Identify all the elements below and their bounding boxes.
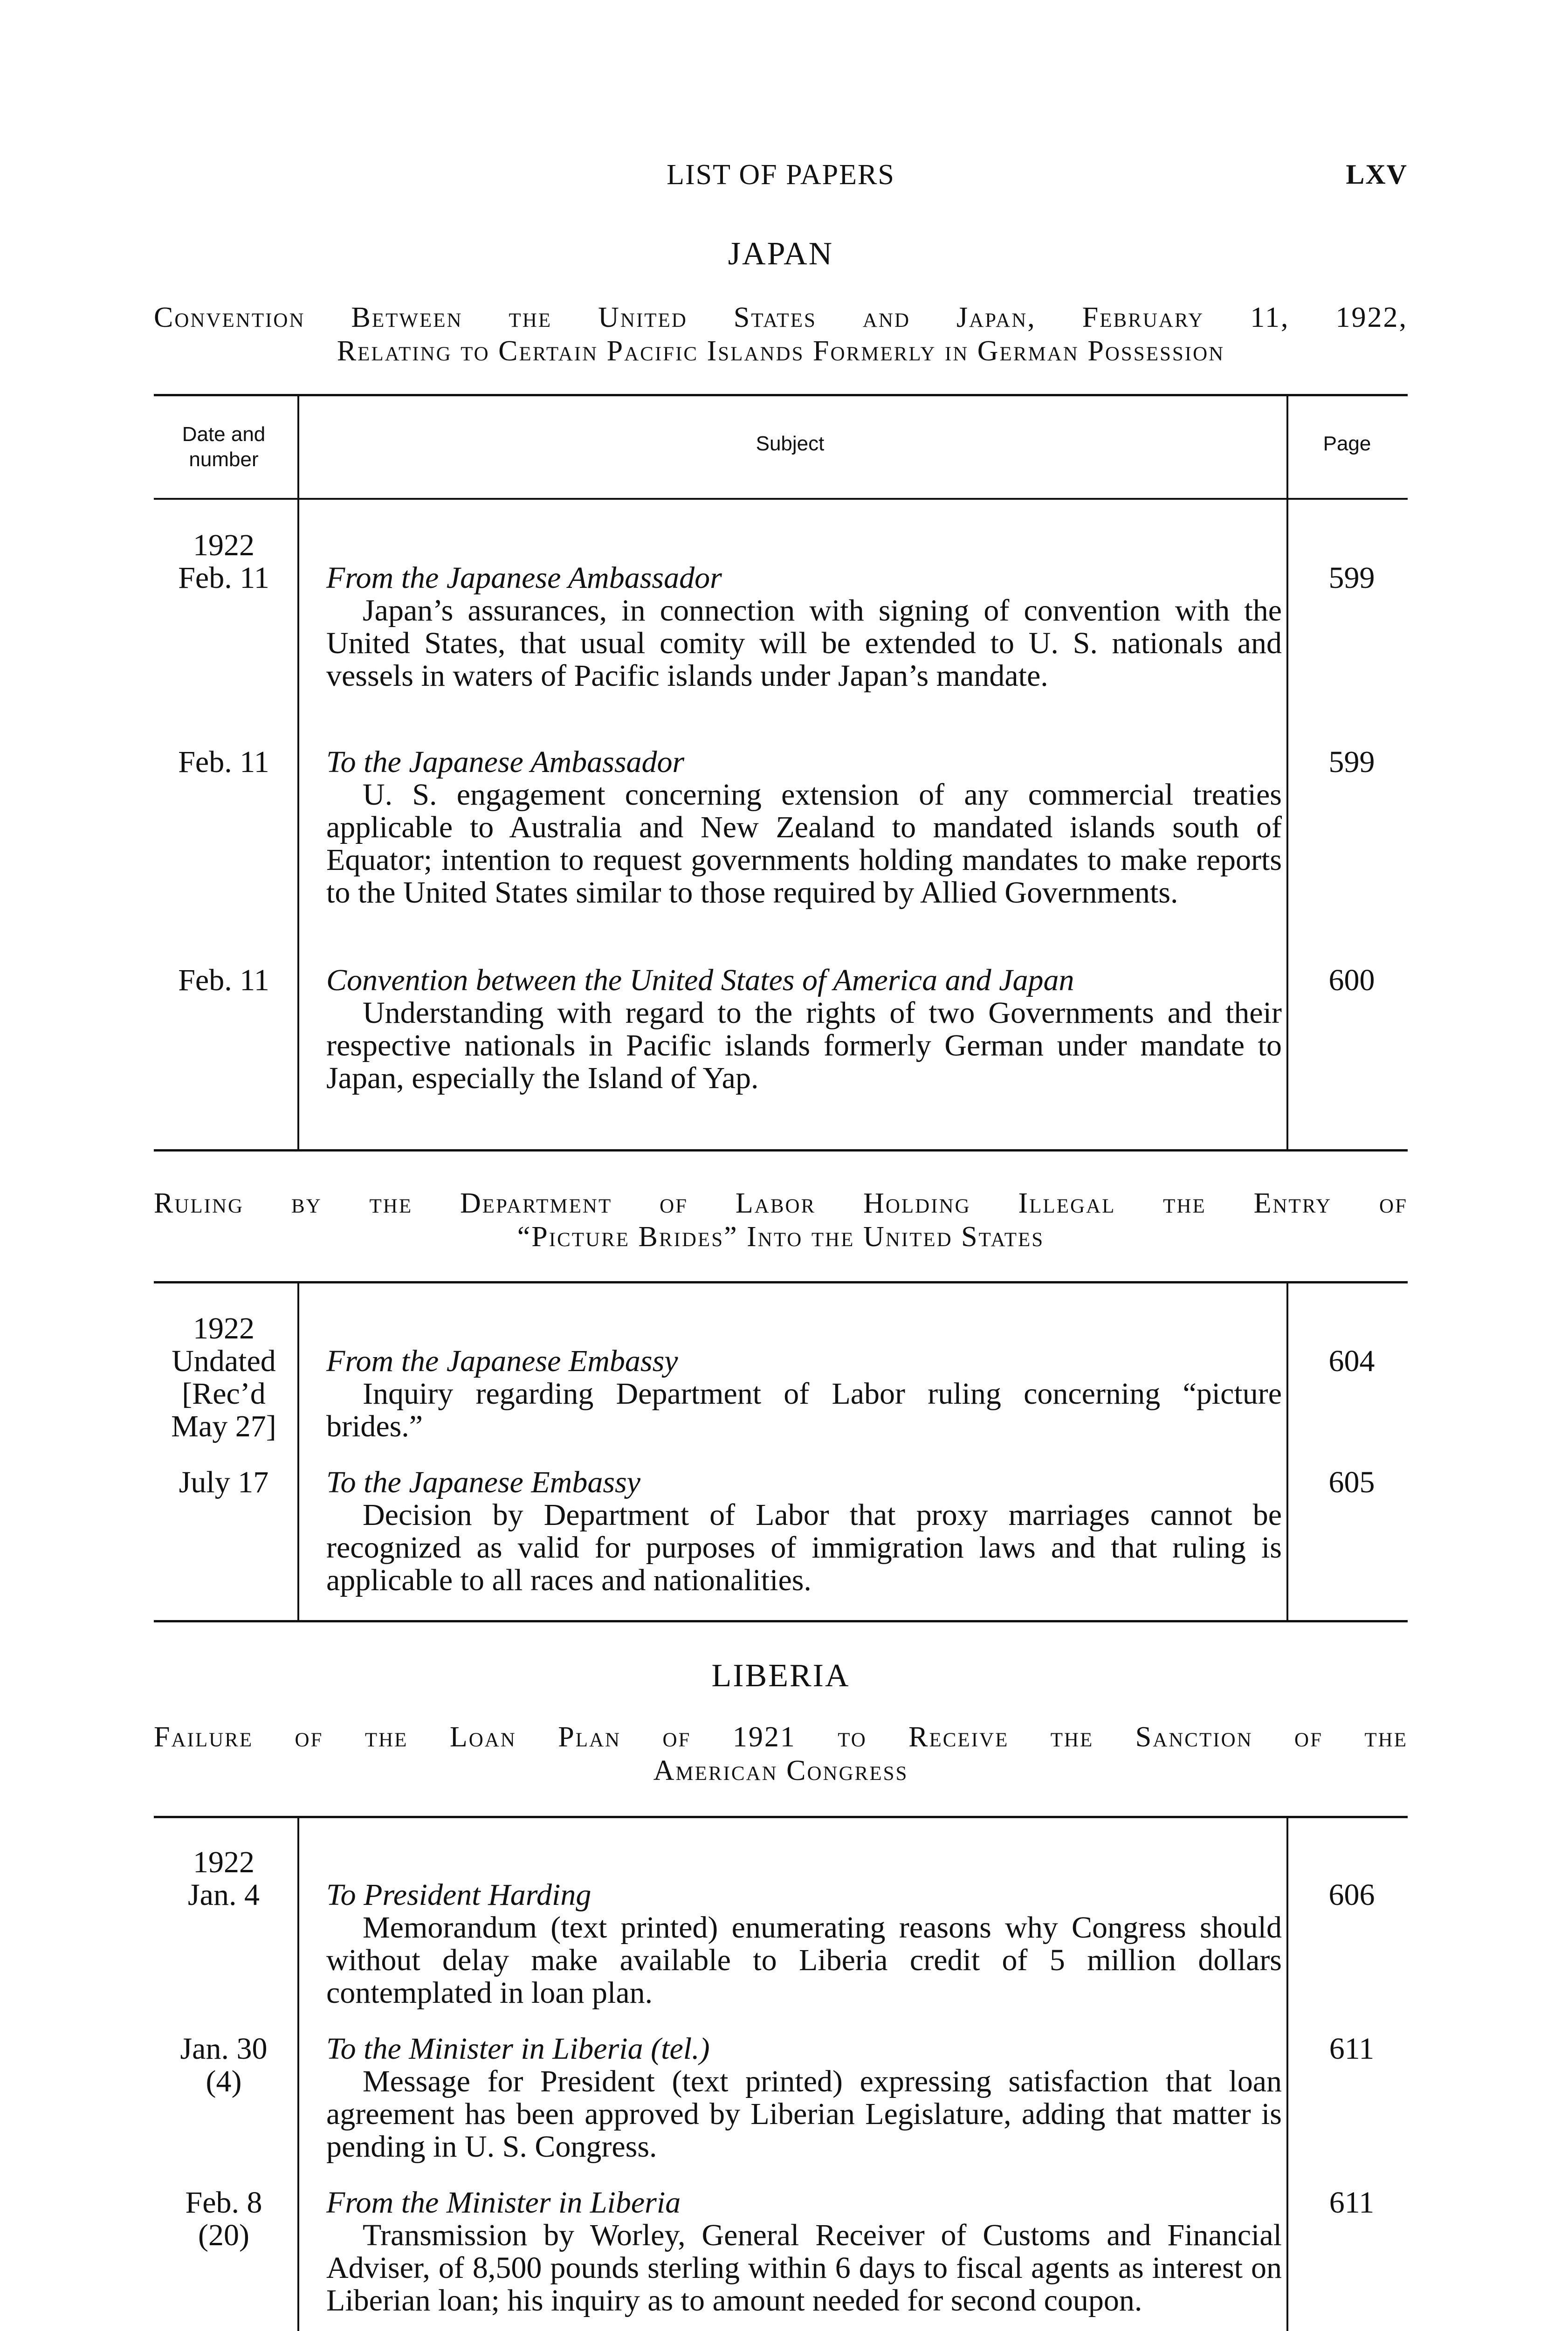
date-line: Jan. 30: [180, 2032, 268, 2066]
table-top-rule: [154, 1281, 1408, 1283]
section-heading-line: “Picture Brides” Into the United States: [517, 1221, 1045, 1253]
column-divider: [297, 395, 299, 1150]
entry-heading: To the Japanese Ambassador: [326, 745, 685, 779]
date-line: [Rec’d: [182, 1377, 266, 1411]
date-year: 1922: [193, 1845, 254, 1879]
date-line: (20): [198, 2218, 249, 2252]
entry-date: [154, 2186, 294, 2252]
column-divider: [297, 1817, 299, 2331]
entry-heading: From the Minister in Liberia: [326, 2186, 681, 2220]
date-line: Jan. 4: [188, 1878, 260, 1912]
entry-page: 611: [1329, 2032, 1375, 2066]
entry-heading: To President Harding: [326, 1878, 591, 1912]
section-heading-line: Failure of the Loan Plan of 1921 to Receive the Sanction of the: [154, 1721, 1408, 1753]
entry-page: 604: [1328, 1344, 1375, 1378]
date-line: Undated: [172, 1344, 276, 1378]
column-header-page: Page: [1323, 432, 1371, 455]
entry: [326, 1345, 1282, 1443]
entry-date: Feb. 11: [178, 963, 269, 997]
entry-page: 599: [1328, 561, 1375, 595]
column-divider: [1286, 395, 1288, 1150]
column-header-subject: Subject: [756, 432, 825, 455]
section-heading-picture-brides: [154, 1186, 1408, 1254]
entry-page: 600: [1328, 963, 1375, 997]
entry-date: [154, 1345, 294, 1443]
entry-page: 611: [1329, 2186, 1375, 2220]
entry-date: Feb. 11: [178, 745, 269, 779]
table-bottom-rule: [154, 1149, 1408, 1152]
entry-page: 606: [1328, 1878, 1375, 1912]
running-title: LIST OF PAPERS: [667, 159, 895, 191]
entry-date: [154, 1466, 294, 1499]
date-year: 1922: [193, 528, 254, 562]
date-year: 1922: [193, 1311, 254, 1345]
entry-text: U. S. engagement concerning extension of any commercial treaties applicable to Australia and New Zealand to mandated islands south of Equator; intention to request governments holding mandates to make reports to the United States similar to those required by Allied Governments.: [326, 778, 1282, 910]
entry: [326, 746, 1282, 909]
entry-date: [154, 1879, 294, 1911]
column-header-date: Date and number: [182, 423, 266, 471]
entry: [326, 2186, 1282, 2317]
date-line: May 27]: [171, 1409, 276, 1443]
page-number: LXV: [1346, 159, 1408, 190]
country-heading-japan: JAPAN: [728, 236, 834, 272]
entry: [326, 1879, 1282, 2009]
entry-date: Feb. 11: [178, 561, 269, 595]
entry-text: Inquiry regarding Department of Labor ruling concerning “picture brides.”: [326, 1377, 1282, 1443]
section-heading-line: Relating to Certain Pacific Islands Formerly in German Possession: [337, 335, 1225, 367]
entry-text: Memorandum (text printed) enumerating reasons why Congress should without delay make available to Liberia credit of 5 million dollars contemplated in loan plan.: [326, 1910, 1282, 2010]
entry-heading: To the Japanese Embassy: [326, 1465, 640, 1499]
entry-heading: From the Japanese Ambassador: [326, 561, 722, 595]
running-head: [154, 159, 1408, 200]
entry-text: Message for President (text printed) expressing satisfaction that loan agreement has been approved by Liberian Legislature, adding that matter is pending in U. S. Congress.: [326, 2064, 1282, 2164]
entry: [326, 2033, 1282, 2163]
entry-page: 605: [1328, 1465, 1375, 1499]
section-heading-line: Ruling by the Department of Labor Holding Illegal the Entry of: [154, 1187, 1408, 1219]
entry-text: Japan’s assurances, in connection with signing of convention with the United States, that usual comity will be extended to U. S. nationals and vessels in waters of Pacific islands under Japan’s mandate.: [326, 593, 1282, 693]
section-heading-line: Convention Between the United States and Japan, February 11, 1922,: [154, 302, 1408, 333]
column-divider: [1286, 1817, 1288, 2331]
table-top-rule: [154, 1816, 1408, 1818]
entry-heading: Convention between the United States of America and Japan: [326, 963, 1074, 997]
entry-text: Decision by Department of Labor that proxy marriages cannot be recognized as valid for purposes of immigration laws and that ruling is applicable to all races and nationalities.: [326, 1498, 1282, 1597]
section-heading-loan-plan: [154, 1720, 1408, 1787]
column-divider: [1286, 1282, 1288, 1620]
entry-text: Understanding with regard to the rights of two Governments and their respective nationals in Pacific islands formerly German under mandate to Japan, especially the Island of Yap.: [326, 996, 1282, 1095]
entry-heading: To the Minister in Liberia (tel.): [326, 2032, 710, 2066]
entry-text: Transmission by Worley, General Receiver of Customs and Financial Adviser, of 8,500 pounds sterling within 6 days to fiscal agents as interest on Liberian loan; his inquiry as to amount needed for second coupon.: [326, 2218, 1282, 2317]
date-line: (4): [206, 2064, 242, 2098]
entry-date: [154, 2033, 294, 2098]
table-header-rule: [154, 498, 1408, 500]
section-heading-convention: [154, 301, 1408, 368]
date-line: July 17: [179, 1465, 269, 1499]
column-divider: [297, 1282, 299, 1620]
entry: [326, 1466, 1282, 1597]
table-top-rule: [154, 394, 1408, 396]
entry: [326, 964, 1282, 1095]
entry: [326, 562, 1282, 692]
country-heading-liberia: LIBERIA: [711, 1658, 850, 1694]
entry-heading: From the Japanese Embassy: [326, 1344, 678, 1378]
table-bottom-rule: [154, 1620, 1408, 1622]
section-heading-line: American Congress: [653, 1755, 908, 1786]
entry-page: 599: [1328, 745, 1375, 779]
date-line: Feb. 8: [185, 2186, 262, 2220]
